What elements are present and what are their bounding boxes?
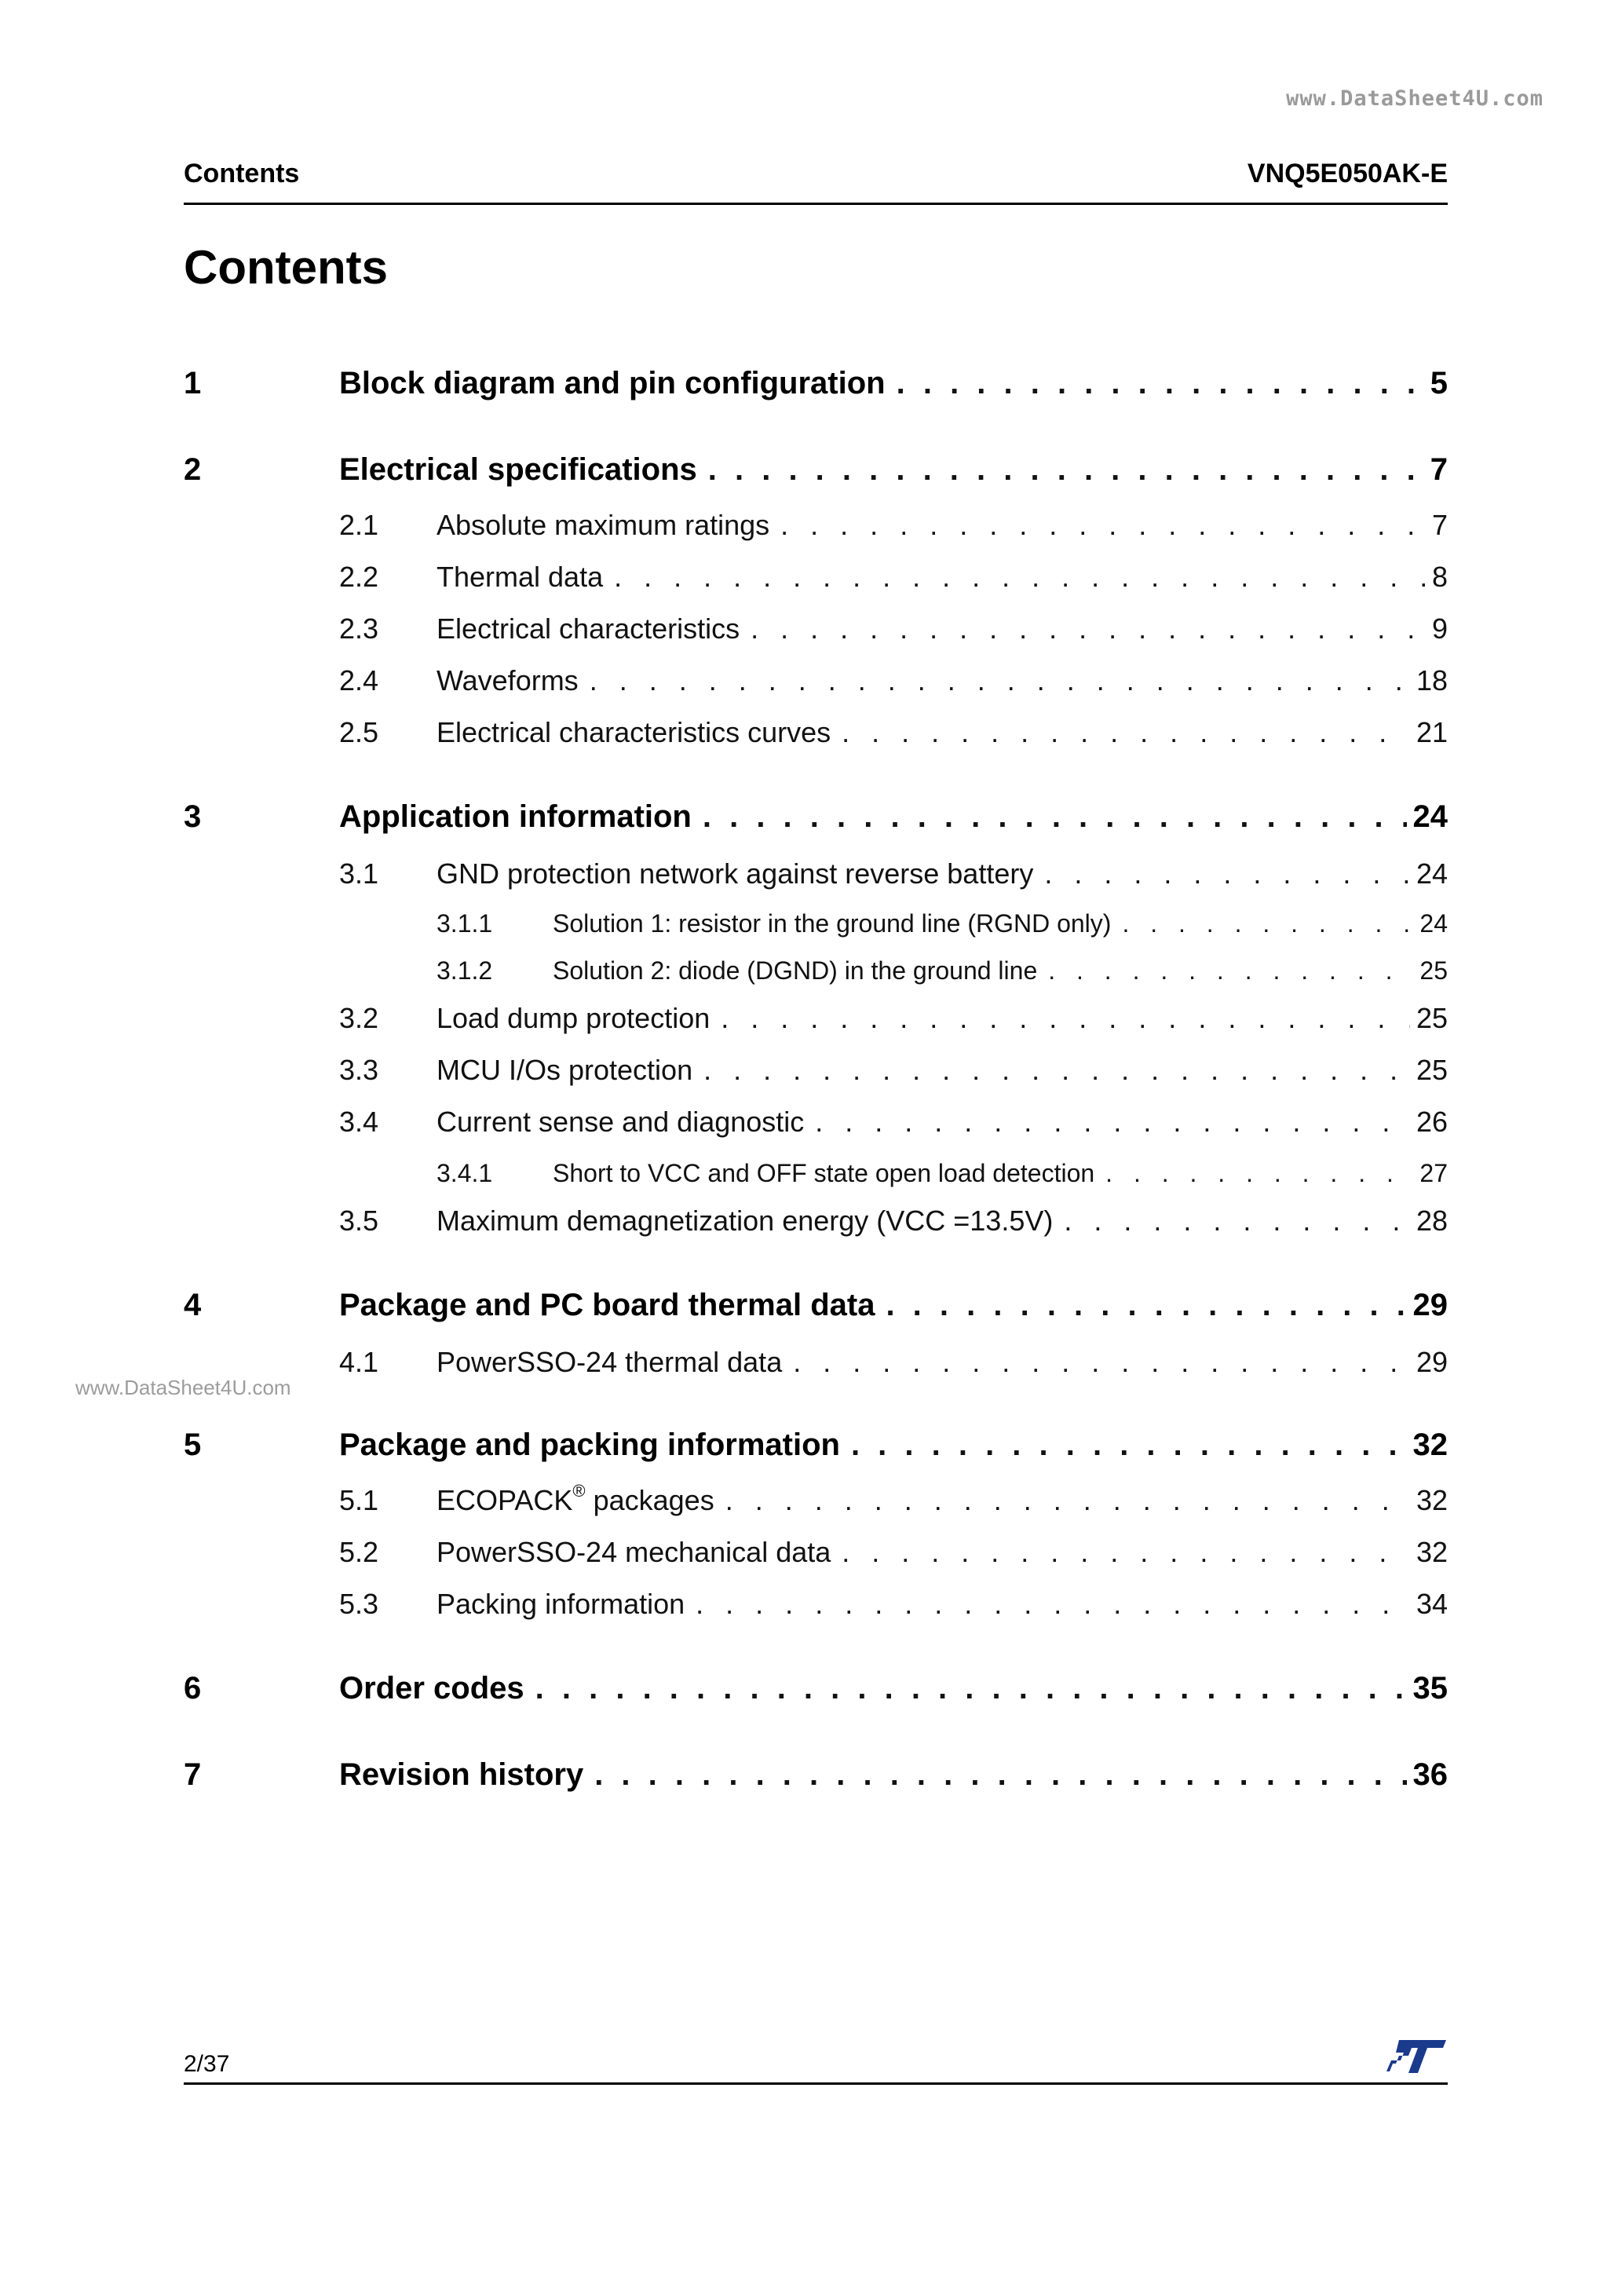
- toc-label-suffix: packages: [585, 1484, 714, 1516]
- toc-label: Order codes: [339, 1671, 524, 1706]
- toc-leader: [1122, 909, 1413, 938]
- toc-entry[interactable]: [184, 909, 1448, 938]
- toc-entry[interactable]: [184, 1484, 1448, 1517]
- toc-leader: [815, 1106, 1410, 1139]
- page-title: Contents: [184, 241, 388, 294]
- toc-leader: [751, 612, 1426, 645]
- toc-leader: [842, 716, 1410, 749]
- toc-page: 7: [1431, 509, 1448, 541]
- toc-page: 26: [1416, 1106, 1448, 1138]
- toc-leader: [590, 664, 1410, 697]
- toc-number: 2.3: [339, 612, 379, 645]
- toc-number: 3.1: [339, 857, 379, 890]
- toc-label: Solution 2: diode (DGND) in the ground line: [553, 956, 1038, 985]
- toc-label: Electrical characteristics curves: [437, 716, 831, 748]
- toc-entry[interactable]: [184, 612, 1448, 645]
- toc-leader: [842, 1536, 1410, 1569]
- toc-page: 8: [1431, 561, 1448, 593]
- toc-entry[interactable]: [184, 1054, 1448, 1087]
- toc-entry[interactable]: [184, 664, 1448, 697]
- toc-entry[interactable]: [184, 1536, 1448, 1569]
- toc-entry[interactable]: [184, 1106, 1448, 1139]
- toc-page: 32: [1412, 1428, 1448, 1462]
- toc-entry[interactable]: [184, 1159, 1448, 1188]
- toc-label: Absolute maximum ratings: [437, 509, 770, 541]
- toc-leader: [703, 1054, 1410, 1087]
- toc-page: 25: [1419, 956, 1448, 985]
- toc-leader: [535, 1671, 1407, 1706]
- toc-label: Revision history: [339, 1757, 584, 1792]
- toc-leader: [780, 509, 1426, 542]
- toc-number: 6: [184, 1671, 202, 1706]
- toc-label: PowerSSO-24 mechanical data: [437, 1536, 831, 1568]
- toc-page: 27: [1419, 1159, 1448, 1187]
- toc-label: GND protection network against reverse battery: [437, 857, 1034, 890]
- toc-page: 35: [1412, 1671, 1448, 1706]
- toc-entry[interactable]: [184, 857, 1448, 890]
- toc-label: Electrical specifications: [339, 452, 697, 487]
- toc-number: 5: [184, 1428, 202, 1462]
- toc-leader: [725, 1484, 1410, 1517]
- toc-entry[interactable]: [184, 509, 1448, 542]
- toc-leader: [703, 799, 1407, 835]
- toc-label: Short to VCC and OFF state open load detection: [553, 1159, 1095, 1187]
- toc-number: 2.4: [339, 664, 379, 696]
- toc-leader: [1048, 956, 1413, 985]
- toc-leader: [708, 452, 1424, 488]
- toc-number: 5.3: [339, 1588, 379, 1620]
- toc-label: Block diagram and pin configuration: [339, 366, 886, 400]
- toc-page: 5: [1430, 366, 1448, 400]
- toc-number: 4.1: [339, 1346, 379, 1378]
- toc-entry[interactable]: [184, 716, 1448, 749]
- toc-page: 21: [1416, 716, 1448, 748]
- toc-label: Waveforms: [437, 664, 579, 696]
- toc-leader: [1064, 1205, 1410, 1238]
- toc-number: 3.1.1: [437, 909, 493, 938]
- toc-number: 5.2: [339, 1536, 379, 1568]
- toc-leader: [897, 366, 1424, 401]
- page-footer: [184, 2040, 1448, 2085]
- toc-leader: [793, 1346, 1410, 1379]
- toc-leader: [594, 1757, 1406, 1793]
- toc-page: 9: [1431, 612, 1448, 645]
- watermark-side: www.DataSheet4U.com: [75, 1376, 291, 1399]
- toc-entry[interactable]: [184, 366, 1448, 401]
- toc-number: 2.5: [339, 716, 379, 748]
- header-part-number: VNQ5E050AK-E: [1247, 159, 1448, 188]
- toc-page: 29: [1412, 1288, 1448, 1322]
- toc-number: 3.1.2: [437, 956, 493, 985]
- toc-label: Solution 1: resistor in the ground line (RGND only): [553, 909, 1112, 938]
- page-number: 2/37: [184, 2051, 230, 2077]
- toc-page: 24: [1419, 909, 1448, 938]
- toc-page: 34: [1416, 1588, 1448, 1620]
- toc-page: 32: [1416, 1484, 1448, 1516]
- toc-entry[interactable]: [184, 1346, 1448, 1379]
- toc-page: 24: [1412, 799, 1448, 834]
- toc-number: 3.4: [339, 1106, 379, 1138]
- toc-number: 4: [184, 1288, 202, 1322]
- st-logo-icon: [1385, 2037, 1448, 2076]
- watermark-top: www.DataSheet4U.com: [1286, 86, 1543, 111]
- toc-label: Application information: [339, 799, 692, 834]
- toc-label: Electrical characteristics: [437, 612, 740, 645]
- toc-leader: [721, 1002, 1410, 1035]
- toc-number: 3.4.1: [437, 1159, 493, 1187]
- toc-entry[interactable]: [184, 1205, 1448, 1238]
- toc-page: 24: [1416, 857, 1448, 890]
- toc-entry[interactable]: [184, 956, 1448, 985]
- toc-page: 36: [1412, 1757, 1448, 1792]
- toc-entry[interactable]: [184, 561, 1448, 594]
- toc-label: [437, 1484, 725, 1517]
- toc-leader: [1105, 1159, 1413, 1188]
- toc-label: Package and packing information: [339, 1428, 840, 1462]
- toc-number: 2: [184, 452, 202, 487]
- toc-number: 3.2: [339, 1002, 379, 1034]
- toc-label: Current sense and diagnostic: [437, 1106, 805, 1138]
- toc-page: 29: [1416, 1346, 1448, 1378]
- toc-label: Package and PC board thermal data: [339, 1288, 875, 1322]
- toc-label: MCU I/Os protection: [437, 1054, 693, 1086]
- toc-page: 28: [1416, 1205, 1448, 1237]
- toc-leader: [886, 1288, 1406, 1323]
- toc-label: Packing information: [437, 1588, 685, 1620]
- toc-page: 32: [1416, 1536, 1448, 1568]
- toc-entry[interactable]: [184, 799, 1448, 835]
- toc-entry[interactable]: [184, 1588, 1448, 1621]
- toc-number: 3: [184, 799, 202, 834]
- toc-number: 1: [184, 366, 202, 400]
- toc-label-text: ECOPACK: [437, 1484, 573, 1516]
- registered-mark: ®: [572, 1484, 586, 1501]
- toc-leader: [696, 1588, 1410, 1621]
- toc-label: PowerSSO-24 thermal data: [437, 1346, 783, 1378]
- toc-number: 2.1: [339, 509, 379, 541]
- toc-entry[interactable]: [184, 1428, 1448, 1463]
- toc-entry[interactable]: [184, 1002, 1448, 1035]
- toc-page: 25: [1416, 1002, 1448, 1034]
- page-header: [184, 159, 1448, 205]
- toc-label: Maximum demagnetization energy (VCC =13.5V): [437, 1205, 1054, 1237]
- toc-number: 3.3: [339, 1054, 379, 1086]
- toc-page: 7: [1430, 452, 1448, 487]
- toc-number: 2.2: [339, 561, 379, 593]
- toc-label: Load dump protection: [437, 1002, 711, 1034]
- toc-entry[interactable]: [184, 1671, 1448, 1706]
- toc-leader: [614, 561, 1426, 594]
- toc-number: 7: [184, 1757, 202, 1792]
- toc-number: 5.1: [339, 1484, 379, 1516]
- toc-leader: [1044, 857, 1410, 890]
- toc-entry[interactable]: [184, 1757, 1448, 1793]
- toc-entry[interactable]: [184, 1288, 1448, 1323]
- toc-page: 25: [1416, 1054, 1448, 1086]
- toc-label: Thermal data: [437, 561, 604, 593]
- header-section: Contents: [184, 159, 300, 188]
- toc-leader: [851, 1428, 1407, 1463]
- toc-entry[interactable]: [184, 452, 1448, 488]
- toc-page: 18: [1416, 664, 1448, 696]
- toc-number: 3.5: [339, 1205, 379, 1237]
